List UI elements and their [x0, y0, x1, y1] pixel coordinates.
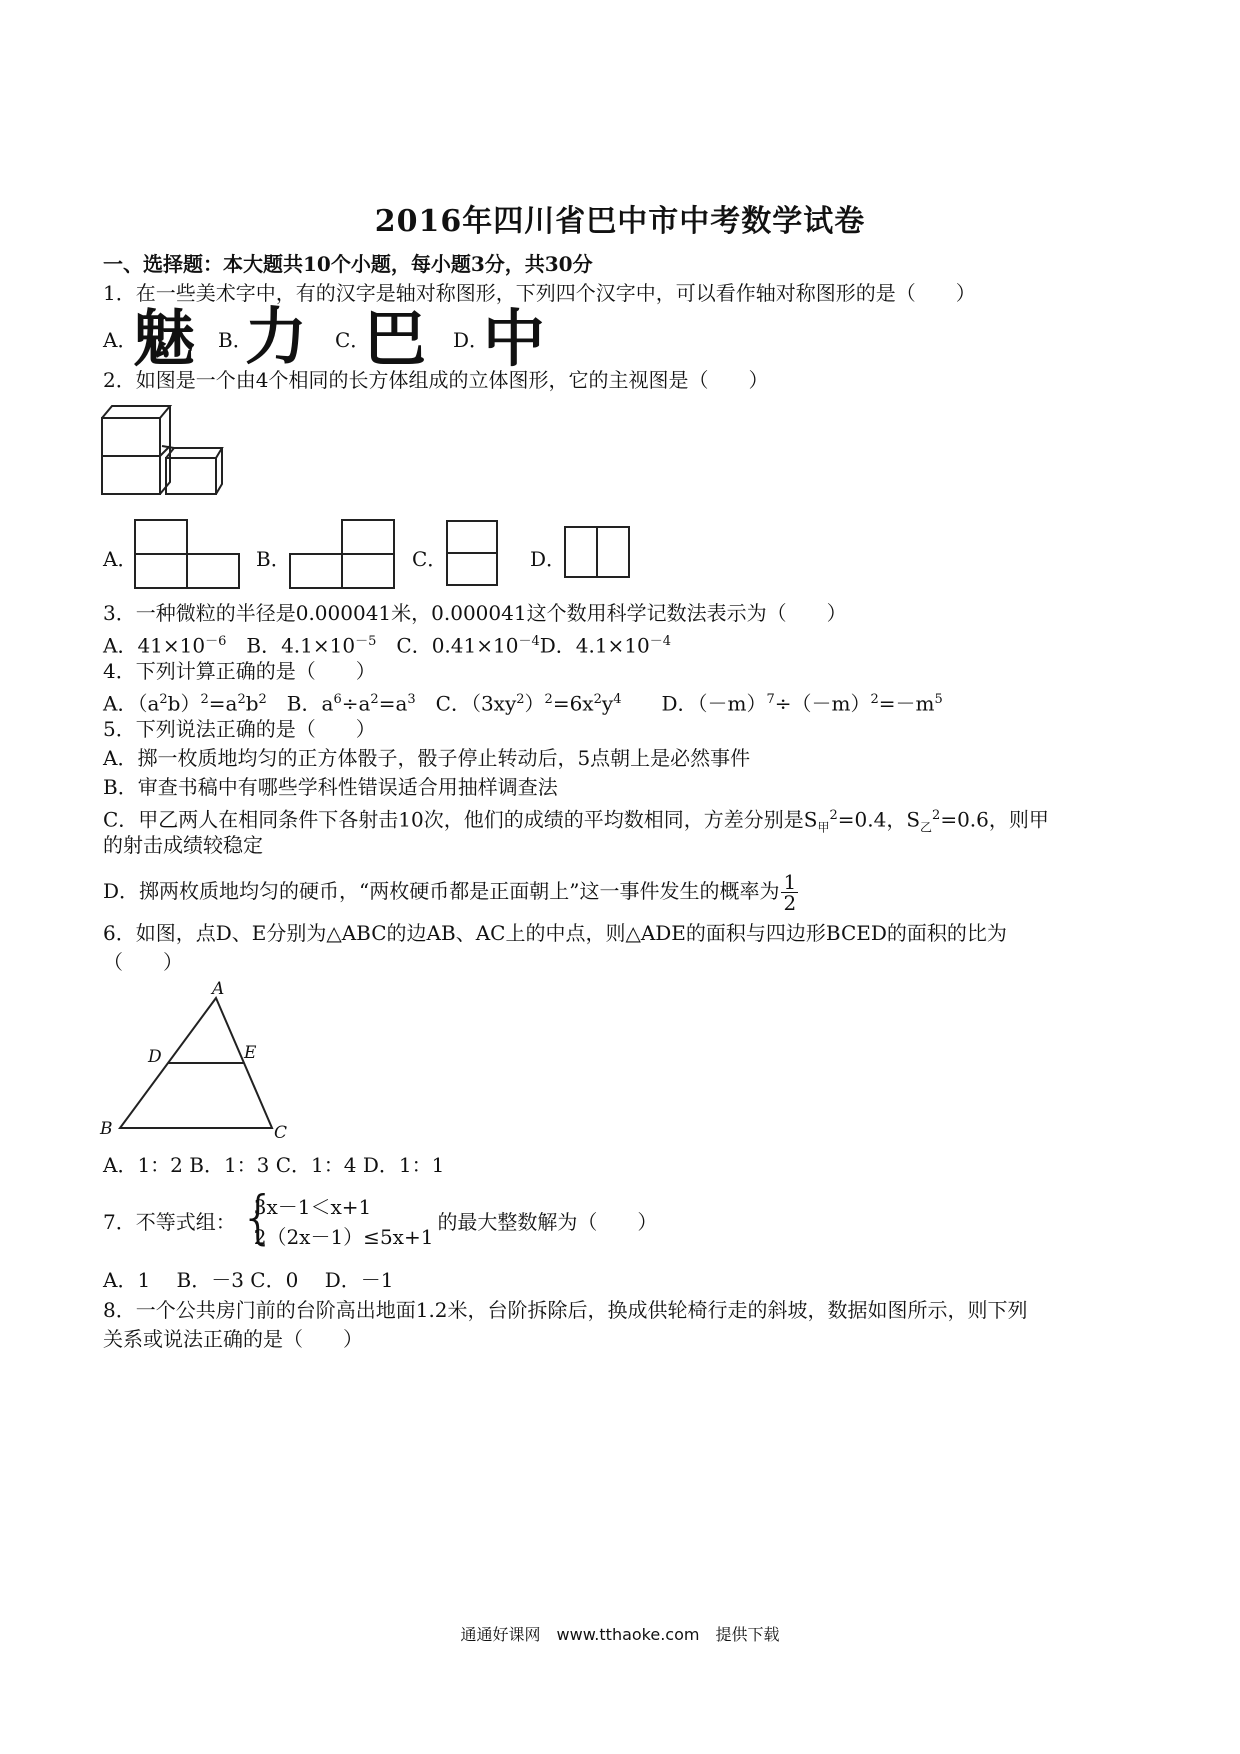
q2-option-b-figure	[288, 518, 396, 590]
q1-char-b: 力	[245, 300, 308, 373]
q7-options: A．1 B．－3 C．0 D．－1	[103, 1268, 394, 1292]
q1-label-a: A．	[103, 328, 138, 352]
q4-options: A．$(a^2b)^2=a^2b^2$ B．$a^6\div a^2=a^3$ C．$(3xy^2)^2=6x^2y^4$ D．$(-m)^7\div(-m)^2=-m^5$	[103, 691, 943, 716]
q7-stem: 7．不等式组： { 3x－1＜x+1 2（2x－1）≤5x+1 的最大整数解为（ ）	[103, 1183, 658, 1251]
point-label-b: B	[100, 1119, 113, 1139]
footer-watermark: 通通好课网 www.tthaoke.com 提供下载	[460, 1625, 780, 1644]
q2-solid-figure	[100, 404, 225, 499]
q2-label-b: B．	[256, 547, 291, 571]
point-label-a: A	[212, 979, 225, 999]
q3-stem: 3．一种微粒的半径是0.000041米，0.000041这个数用科学记数法表示为（ ）	[103, 601, 847, 625]
q6-options: A．1：2 B．1：3 C．1：4 D．1：1	[103, 1153, 445, 1177]
q2-option-c-figure	[445, 519, 499, 587]
q2-stem: 2．如图是一个由4个相同的长方体组成的立体图形，它的主视图是（ ）	[103, 368, 769, 392]
point-label-d: D	[148, 1047, 162, 1067]
q5-stem: 5．下列说法正确的是（ ）	[103, 717, 376, 741]
q2-label-d: D．	[530, 547, 567, 571]
q1-char-c: 巴	[364, 302, 427, 375]
q6-triangle-figure	[98, 980, 298, 1145]
q1-char-d: 中	[483, 302, 546, 375]
inequality-1: 3x－1＜x+1	[253, 1195, 372, 1219]
q1-char-a: 魅	[133, 302, 196, 375]
section-heading: 一、选择题：本大题共10个小题，每小题3分，共30分	[103, 252, 593, 276]
q1-label-d: D．	[453, 328, 490, 352]
q3-options: A．$41\times 10^{-6}$ B．$4.1\times 10^{-5}$ C．$0.41\times 10^{-4}D$．$4.1\times 10^{-4}$	[103, 633, 672, 658]
q5-option-b: B．审查书稿中有哪些学科性错误适合用抽样调查法	[103, 775, 558, 799]
q8-stem-line1: 8．一个公共房门前的台阶高出地面1.2米，台阶拆除后，换成供轮椅行走的斜坡，数据如图所示，则下列	[103, 1298, 1028, 1322]
q2-option-a-figure	[133, 518, 241, 590]
q6-stem-cont: （ ）	[103, 950, 183, 974]
inequality-2: 2（2x－1）≤5x+1	[253, 1225, 434, 1249]
fraction-one-half: $\frac{1}{2}$	[783, 870, 797, 915]
page-title: 2016年四川省巴中市中考数学试卷	[374, 204, 866, 239]
q1-stem: 1．在一些美术字中，有的汉字是轴对称图形，下列四个汉字中，可以看作轴对称图形的是（ ）	[103, 281, 976, 305]
q5-option-c-cont: 的射击成绩较稳定	[103, 833, 263, 857]
q4-stem: 4．下列计算正确的是（ ）	[103, 659, 376, 683]
point-label-e: E	[244, 1043, 257, 1063]
q5-option-d: D．掷两枚质地均匀的硬币，“两枚硬币都是正面朝上”这一事件发生的概率为 $\frac{1}{2}$	[103, 870, 797, 915]
q1-label-b: B．	[218, 328, 253, 352]
q2-option-d-figure	[563, 525, 631, 579]
q8-stem-line2: 关系或说法正确的是（ ）	[103, 1327, 363, 1351]
q5-option-a: A．掷一枚质地均匀的正方体骰子，骰子停止转动后，5点朝上是必然事件	[103, 746, 751, 770]
q2-label-c: C．	[412, 547, 448, 571]
q6-stem: 6．如图，点D、E分别为△ABC的边AB、AC上的中点，则△ADE的面积与四边形BCED的面积的比为	[103, 921, 1007, 945]
q1-label-c: C．	[335, 328, 371, 352]
point-label-c: C	[274, 1123, 288, 1143]
q2-label-a: A．	[103, 547, 138, 571]
inequality-system: { 3x－1＜x+1 2（2x－1）≤5x+1	[239, 1183, 434, 1251]
q5-option-c: C．甲乙两人在相同条件下各射击10次，他们的成绩的平均数相同，方差分别是$S_甲^2=0.4$，$S_乙^2=0.6$，则甲	[103, 807, 1049, 835]
